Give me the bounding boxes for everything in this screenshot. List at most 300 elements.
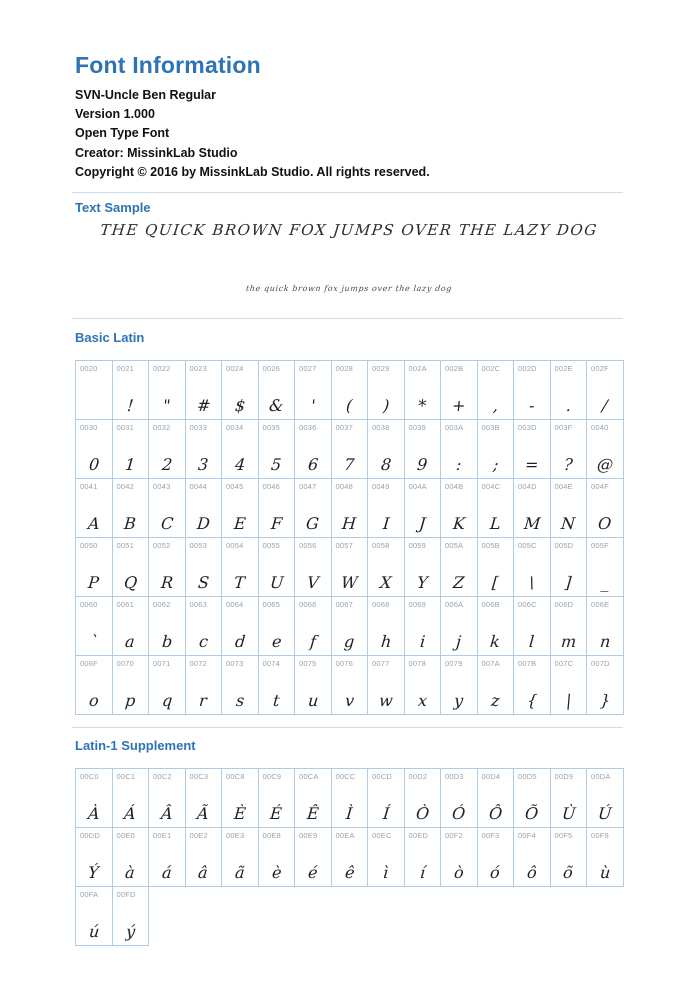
codepoint-label: 00DD: [80, 831, 100, 840]
char-cell: [367, 419, 405, 479]
glyph: A: [87, 514, 101, 533]
char-cell: [404, 827, 442, 887]
codepoint-label: 00C2: [153, 772, 172, 781]
codepoint-label: 00EA: [335, 831, 355, 840]
char-row: [75, 655, 624, 715]
glyph: G: [305, 514, 321, 533]
glyph: X: [379, 573, 393, 592]
glyph: Ô: [487, 804, 503, 823]
codepoint-label: 0042: [116, 482, 134, 491]
codepoint-label: 0073: [226, 659, 244, 668]
codepoint-label: 006E: [591, 600, 610, 609]
glyph: ù: [598, 863, 611, 882]
glyph: ?: [563, 455, 574, 474]
glyph: e: [270, 632, 282, 651]
glyph: í: [418, 863, 426, 882]
codepoint-label: 0048: [335, 482, 353, 491]
char-cell: [75, 886, 113, 946]
codepoint-label: 0028: [335, 364, 353, 373]
glyph: H: [341, 514, 358, 533]
glyph: i: [418, 632, 426, 651]
char-cell: [477, 537, 515, 597]
glyph: _: [599, 573, 610, 592]
glyph: S: [196, 573, 210, 592]
char-cell: [586, 827, 624, 887]
char-cell: [331, 768, 369, 828]
char-cell: [477, 360, 515, 420]
glyph: \: [528, 573, 536, 592]
char-cell: [404, 419, 442, 479]
codepoint-label: 0036: [299, 423, 317, 432]
char-cell: [404, 596, 442, 656]
char-row: [75, 478, 624, 538]
codepoint-label: 00F5: [554, 831, 573, 840]
glyph: $: [233, 396, 246, 415]
char-cell: [258, 419, 296, 479]
section-divider: [72, 192, 623, 193]
glyph: /: [601, 396, 609, 415]
glyph: N: [560, 514, 577, 533]
codepoint-label: 004B: [445, 482, 464, 491]
codepoint-label: 0049: [372, 482, 390, 491]
char-cell: [331, 360, 369, 420]
codepoint-label: 002D: [518, 364, 537, 373]
glyph: M: [522, 514, 541, 533]
char-cell: [367, 360, 405, 420]
char-cell: [331, 478, 369, 538]
codepoint-label: 0041: [80, 482, 98, 491]
glyph: Q: [122, 573, 138, 592]
codepoint-label: 002B: [445, 364, 464, 373]
codepoint-label: 0026: [262, 364, 280, 373]
char-cell: [221, 478, 259, 538]
glyph: À: [87, 804, 101, 823]
char-row: [75, 360, 624, 420]
codepoint-label: 0079: [445, 659, 463, 668]
codepoint-label: 005C: [518, 541, 537, 550]
glyph: @: [595, 455, 614, 474]
char-cell: [586, 360, 624, 420]
char-cell: [404, 360, 442, 420]
codepoint-label: 0055: [262, 541, 280, 550]
char-row: [75, 768, 624, 828]
codepoint-label: 0072: [189, 659, 207, 668]
glyph: L: [489, 514, 502, 533]
codepoint-label: 00F4: [518, 831, 536, 840]
char-cell: [440, 478, 478, 538]
char-cell: [258, 827, 296, 887]
char-cell: [148, 655, 186, 715]
codepoint-label: 004C: [481, 482, 501, 491]
char-cell: [367, 768, 405, 828]
char-cell: [550, 478, 588, 538]
char-cell: [112, 360, 150, 420]
codepoint-label: 002C: [481, 364, 501, 373]
codepoint-label: 00DA: [591, 772, 611, 781]
codepoint-label: 0060: [80, 600, 98, 609]
glyph: T: [233, 573, 246, 592]
codepoint-label: 0051: [116, 541, 134, 550]
codepoint-label: 0035: [262, 423, 280, 432]
char-cell: [550, 596, 588, 656]
glyph: Ã: [196, 804, 210, 823]
char-cell: [221, 419, 259, 479]
char-cell: [75, 827, 113, 887]
glyph: 4: [233, 455, 246, 474]
char-cell: [550, 827, 588, 887]
glyph: a: [124, 632, 136, 651]
glyph: &: [268, 396, 285, 415]
glyph: y: [453, 691, 465, 710]
codepoint-label: 0046: [262, 482, 280, 491]
codepoint-label: 00C8: [226, 772, 245, 781]
font-type: Open Type Font: [75, 126, 170, 141]
glyph: v: [343, 691, 355, 710]
glyph: ý: [124, 922, 136, 941]
codepoint-label: 003F: [554, 423, 573, 432]
codepoint-label: 0030: [80, 423, 98, 432]
codepoint-label: 0038: [372, 423, 390, 432]
char-cell: [75, 768, 113, 828]
codepoint-label: 0034: [226, 423, 244, 432]
page-title: Font Information: [75, 52, 261, 78]
glyph: #: [195, 396, 211, 415]
char-cell: [477, 827, 515, 887]
char-cell: [513, 596, 551, 656]
glyph: 1: [124, 455, 137, 474]
codepoint-label: 0032: [153, 423, 171, 432]
glyph: é: [307, 863, 319, 882]
codepoint-label: 0020: [80, 364, 98, 373]
codepoint-label: 0045: [226, 482, 244, 491]
glyph: B: [123, 514, 137, 533]
glyph: 3: [197, 455, 210, 474]
glyph: J: [418, 514, 427, 533]
char-cell: [148, 596, 186, 656]
glyph: P: [87, 573, 100, 592]
char-cell: [331, 596, 369, 656]
glyph: è: [270, 863, 282, 882]
codepoint-label: 0033: [189, 423, 207, 432]
codepoint-label: 006C: [518, 600, 537, 609]
char-cell: [112, 886, 150, 946]
glyph: È: [233, 804, 247, 823]
char-cell: [294, 360, 332, 420]
char-cell: [258, 768, 296, 828]
char-cell: [404, 537, 442, 597]
latin1-supplement-table: [75, 768, 624, 946]
codepoint-label: 00FD: [116, 890, 136, 899]
char-cell: [185, 419, 223, 479]
glyph: =: [524, 455, 540, 474]
char-cell: [185, 827, 223, 887]
char-cell: [185, 655, 223, 715]
codepoint-label: 0065: [262, 600, 280, 609]
char-cell: [75, 360, 113, 420]
char-cell: [148, 419, 186, 479]
codepoint-label: 00D9: [554, 772, 574, 781]
char-cell: [221, 537, 259, 597]
codepoint-label: 0031: [116, 423, 134, 432]
char-cell: [112, 478, 150, 538]
char-cell: [112, 655, 150, 715]
char-cell: [404, 655, 442, 715]
codepoint-label: 00C9: [262, 772, 282, 781]
codepoint-label: 00E0: [116, 831, 135, 840]
glyph: W: [340, 573, 359, 592]
codepoint-label: 00CD: [372, 772, 392, 781]
glyph: *: [417, 396, 428, 415]
char-cell: [331, 655, 369, 715]
glyph: Y: [416, 573, 429, 592]
char-cell: [513, 537, 551, 597]
glyph: ]: [564, 573, 573, 592]
glyph: s: [234, 691, 245, 710]
codepoint-label: 0024: [226, 364, 244, 373]
codepoint-label: 0052: [153, 541, 171, 550]
char-cell: [367, 655, 405, 715]
glyph: Ê: [306, 804, 320, 823]
glyph: ô: [526, 863, 538, 882]
codepoint-label: 0058: [372, 541, 390, 550]
char-cell: [258, 596, 296, 656]
char-cell: [258, 537, 296, 597]
codepoint-label: 005F: [591, 541, 609, 550]
char-cell: [586, 478, 624, 538]
section-divider: [72, 318, 623, 319]
char-cell: [112, 768, 150, 828]
glyph: k: [489, 632, 501, 651]
codepoint-label: 0067: [335, 600, 353, 609]
char-cell: [148, 537, 186, 597]
glyph: ú: [87, 922, 100, 941]
char-cell: [367, 827, 405, 887]
char-cell: [221, 596, 259, 656]
char-cell: [586, 596, 624, 656]
glyph: Ò: [414, 804, 430, 823]
glyph: c: [197, 632, 209, 651]
char-cell: [550, 768, 588, 828]
char-cell: [586, 768, 624, 828]
glyph: q: [160, 691, 173, 710]
font-info-block: [75, 86, 623, 182]
codepoint-label: 006A: [445, 600, 464, 609]
char-cell: [112, 596, 150, 656]
codepoint-label: 0050: [80, 541, 98, 550]
glyph: 2: [160, 455, 173, 474]
glyph: R: [159, 573, 174, 592]
char-cell: [586, 537, 624, 597]
glyph: ;: [491, 455, 499, 474]
codepoint-label: 0027: [299, 364, 317, 373]
codepoint-label: 0076: [335, 659, 353, 668]
glyph: p: [124, 691, 137, 710]
codepoint-label: 0063: [189, 600, 207, 609]
section-divider: [72, 727, 623, 728]
codepoint-label: 007B: [518, 659, 537, 668]
glyph: ã: [234, 863, 246, 882]
char-cell: [185, 478, 223, 538]
codepoint-label: 00D5: [518, 772, 537, 781]
char-cell: [550, 655, 588, 715]
char-row: [75, 419, 624, 479]
char-cell: [513, 655, 551, 715]
codepoint-label: 0061: [116, 600, 134, 609]
char-cell: [440, 827, 478, 887]
codepoint-label: 0054: [226, 541, 244, 550]
glyph: ò: [453, 863, 465, 882]
glyph: E: [233, 514, 247, 533]
char-cell: [440, 537, 478, 597]
glyph: F: [269, 514, 283, 533]
char-cell: [513, 478, 551, 538]
char-cell: [477, 419, 515, 479]
glyph: z: [490, 691, 501, 710]
char-cell: [258, 478, 296, 538]
codepoint-label: 007D: [591, 659, 610, 668]
char-cell: [112, 827, 150, 887]
glyph: Ù: [560, 804, 576, 823]
glyph: á: [161, 863, 173, 882]
glyph: l: [528, 632, 536, 651]
char-cell: [185, 596, 223, 656]
glyph: Ì: [345, 804, 354, 823]
glyph: (: [345, 396, 354, 415]
codepoint-label: 0077: [372, 659, 390, 668]
char-cell: [404, 768, 442, 828]
char-cell: [75, 655, 113, 715]
glyph: .: [564, 396, 572, 415]
codepoint-label: 006D: [554, 600, 574, 609]
codepoint-label: 004E: [554, 482, 573, 491]
sample-text-large: THE QUICK BROWN FOX JUMPS OVER THE LAZY DOG: [99, 221, 599, 239]
glyph: Õ: [524, 804, 540, 823]
codepoint-label: 0066: [299, 600, 317, 609]
glyph: g: [343, 632, 356, 651]
glyph: Ý: [87, 863, 100, 882]
char-cell: [112, 419, 150, 479]
char-cell: [148, 478, 186, 538]
codepoint-label: 004F: [591, 482, 609, 491]
glyph: o: [88, 691, 100, 710]
codepoint-label: 005B: [481, 541, 500, 550]
char-cell: [294, 768, 332, 828]
char-cell: [294, 827, 332, 887]
codepoint-label: 002E: [554, 364, 573, 373]
codepoint-label: 002A: [408, 364, 427, 373]
glyph: [: [491, 573, 500, 592]
glyph: 0: [87, 455, 100, 474]
codepoint-label: 00E9: [299, 831, 318, 840]
char-cell: [258, 655, 296, 715]
glyph: C: [159, 514, 174, 533]
codepoint-label: 00C3: [189, 772, 209, 781]
glyph: ,: [491, 396, 499, 415]
glyph: D: [196, 514, 211, 533]
codepoint-label: 005A: [445, 541, 464, 550]
codepoint-label: 00D4: [481, 772, 501, 781]
glyph: Z: [452, 573, 466, 592]
codepoint-label: 00E2: [189, 831, 208, 840]
glyph: b: [160, 632, 173, 651]
codepoint-label: 00FA: [80, 890, 99, 899]
char-cell: [586, 419, 624, 479]
char-cell: [148, 360, 186, 420]
glyph: j: [455, 632, 463, 651]
char-cell: [148, 768, 186, 828]
char-row: [75, 886, 624, 946]
char-cell: [550, 360, 588, 420]
glyph: 7: [343, 455, 356, 474]
glyph: â: [197, 863, 209, 882]
glyph: d: [233, 632, 246, 651]
char-cell: [294, 419, 332, 479]
char-cell: [221, 655, 259, 715]
glyph: x: [416, 691, 428, 710]
char-cell: [294, 655, 332, 715]
glyph: }: [598, 691, 611, 710]
glyph: Í: [381, 804, 390, 823]
glyph: Á: [123, 804, 137, 823]
char-cell: [513, 360, 551, 420]
codepoint-label: 00CA: [299, 772, 319, 781]
char-cell: [477, 478, 515, 538]
glyph: `: [88, 632, 99, 651]
sample-text-small: the quick brown fox jumps over the lazy dog: [245, 284, 453, 293]
codepoint-label: 00E1: [153, 831, 172, 840]
codepoint-label: 006F: [80, 659, 98, 668]
char-cell: [258, 360, 296, 420]
codepoint-label: 00C0: [80, 772, 99, 781]
char-cell: [440, 360, 478, 420]
glyph: I: [381, 514, 390, 533]
codepoint-label: 004A: [408, 482, 427, 491]
codepoint-label: 003A: [445, 423, 464, 432]
codepoint-label: 0022: [153, 364, 171, 373]
codepoint-label: 005D: [554, 541, 574, 550]
codepoint-label: 0029: [372, 364, 390, 373]
char-cell: [75, 537, 113, 597]
char-cell: [148, 827, 186, 887]
char-cell: [586, 655, 624, 715]
char-cell: [331, 419, 369, 479]
glyph: K: [451, 514, 466, 533]
font-name: SVN-Uncle Ben Regular: [75, 88, 217, 102]
codepoint-label: 0047: [299, 482, 317, 491]
codepoint-label: 0057: [335, 541, 353, 550]
codepoint-label: 0078: [408, 659, 426, 668]
codepoint-label: 0074: [262, 659, 280, 668]
codepoint-label: 0040: [591, 423, 609, 432]
glyph: Ú: [597, 804, 613, 823]
codepoint-label: 00ED: [408, 831, 429, 840]
font-creator: Creator: MissinkLab Studio: [75, 145, 238, 160]
codepoint-label: 0069: [408, 600, 426, 609]
codepoint-label: 007C: [554, 659, 574, 668]
glyph: m: [559, 632, 577, 651]
codepoint-label: 00F3: [481, 831, 500, 840]
latin1-heading: Latin-1 Supplement: [75, 738, 196, 753]
codepoint-label: 0064: [226, 600, 244, 609]
codepoint-label: 0039: [408, 423, 426, 432]
codepoint-label: 00D3: [445, 772, 464, 781]
codepoint-label: 0071: [153, 659, 171, 668]
char-cell: [513, 419, 551, 479]
char-row: [75, 537, 624, 597]
glyph: 5: [270, 455, 283, 474]
glyph: +: [451, 396, 467, 415]
char-cell: [477, 596, 515, 656]
